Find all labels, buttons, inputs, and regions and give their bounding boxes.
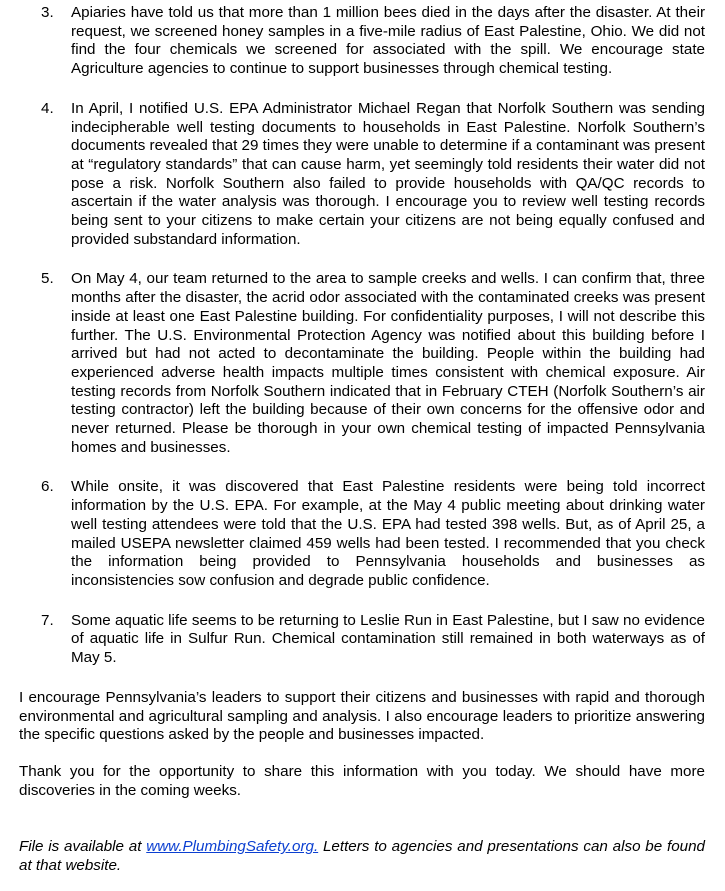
list-item bbox=[19, 478, 705, 590]
footer-note bbox=[19, 838, 705, 875]
footer-prefix: File is available at bbox=[19, 838, 147, 856]
item-text: While onsite, it was discovered that East Palestine residents were being told incorrect information by the U.S. EPA. For example, at the May 4 public meeting about drinking water well testing attendees were told that the U.S. EPA had tested 398 wells. But, as of April 25, a mailed USEPA newsletter claimed 459 wells had been tested. I recommended that you check the information being provided to Pennsylvania households and businesses as inconsistencies sow confusion and degrade public confidence. bbox=[71, 478, 705, 589]
item-text: In April, I notified U.S. EPA Administrator Michael Regan that Norfolk Southern was sending indecipherable well testing documents to households in East Palestine. Norfolk Southern’s documents revealed that 29 times they were unable to determine if a contaminant was present at “regulatory standards” that can cause harm, yet seemingly told residents their water did not pose a risk. Norfolk Southern also failed to provide households with QA/QC records to ascertain if the water analysis was thorough. I encourage you to review well testing records being sent to your citizens to make certain your citizens are not being equally confused and provided substandard information. bbox=[71, 99, 706, 248]
list-item bbox=[19, 4, 705, 79]
footer-suffix: Letters to agencies and presentations can also be found at that website. bbox=[19, 838, 706, 875]
item-text: On May 4, our team returned to the area to sample creeks and wells. I can confirm that, three months after the disaster, the acrid odor associated with the contaminated creeks was present inside at least one East Palestine building. For confidentiality purposes, I will not describe this further. The U.S. Environmental Protection Agency was notified about this building before I arrived but had not acted to decontaminate the building. People within the building had experienced adverse health impacts multiple times consistent with chemical exposure. Air testing records from Norfolk Southern indicated that in February CTEH (Norfolk Southern’s air testing contractor) left the building because of their own concerns for the offensive odor and never returned. Please be thorough in your own chemical testing of impacted Pennsylvania homes and businesses. bbox=[71, 270, 705, 456]
thanks-paragraph: Thank you for the opportunity to share this information with you today. We should have more discoveries in the coming weeks. bbox=[19, 762, 705, 799]
item-number: 7. bbox=[41, 611, 54, 629]
item-text: Some aquatic life seems to be returning to Leslie Run in East Palestine, but I saw no evidence of aquatic life in Sulfur Run. Chemical contamination still remained in both waterways as of May 5. bbox=[71, 611, 705, 667]
document-body bbox=[19, 0, 705, 891]
list-item bbox=[19, 612, 705, 668]
item-number: 4. bbox=[41, 99, 54, 117]
item-number: 3. bbox=[41, 4, 54, 21]
encourage-paragraph: I encourage Pennsylvania’s leaders to support their citizens and businesses with rapid and thorough environmental and agricultural sampling and analysis. I also encourage leaders to prioritize answering the specific questions asked by the people and businesses impacted. bbox=[19, 688, 705, 744]
item-number: 6. bbox=[41, 478, 54, 496]
item-number: 5. bbox=[41, 270, 54, 288]
list-item bbox=[19, 100, 705, 250]
item-text: Apiaries have told us that more than 1 million bees died in the days after the disaster. At their request, we screened honey samples in a five-mile radius of East Palestine, Ohio. We did not find the four chemicals we screened for associated with the spill. We encourage state Agriculture agencies to continue to support businesses through chemical testing. bbox=[71, 4, 705, 78]
website-link[interactable]: www.PlumbingSafety.org. bbox=[146, 838, 319, 856]
numbered-list bbox=[19, 4, 705, 668]
list-item bbox=[19, 270, 705, 457]
